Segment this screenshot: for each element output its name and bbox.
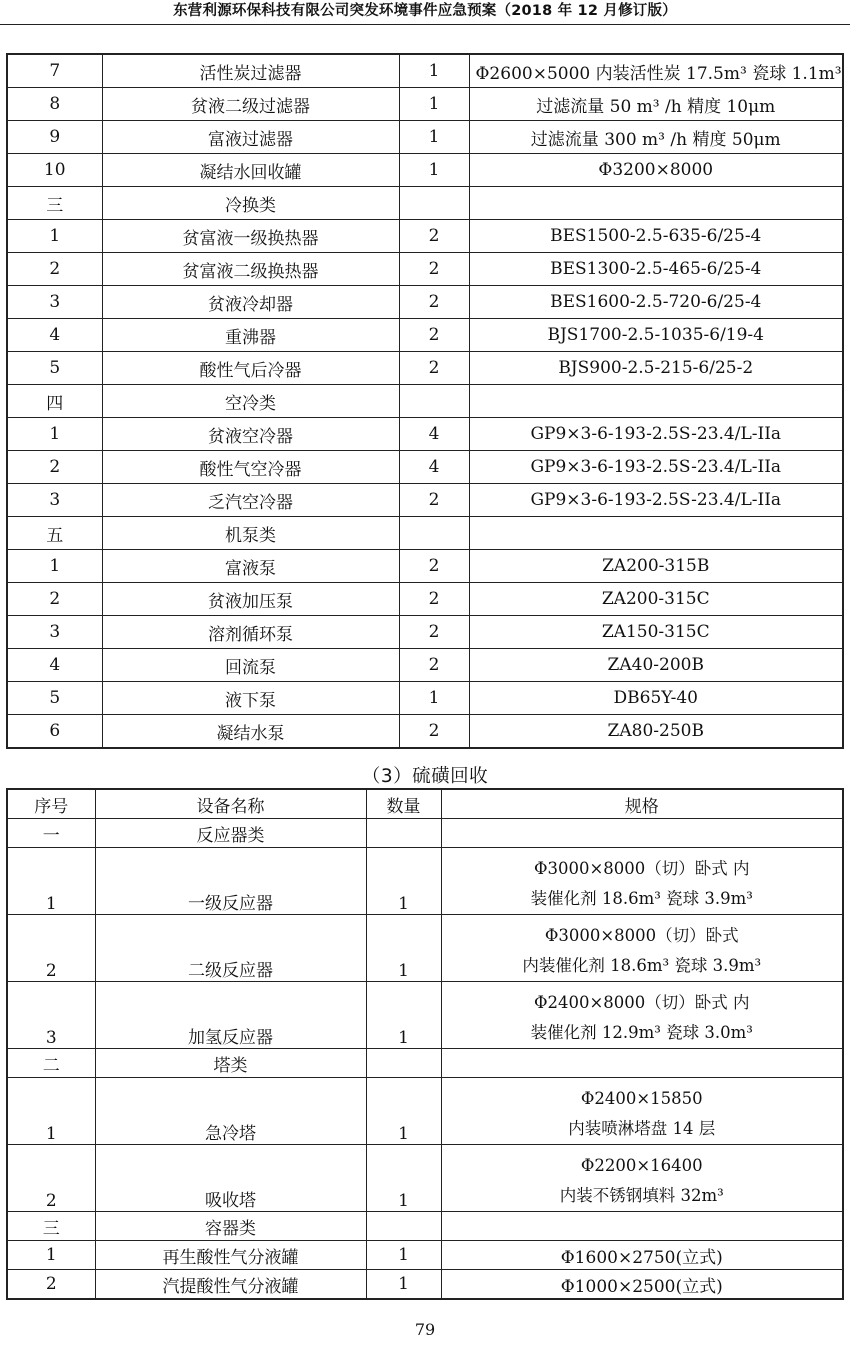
specification-cell: BJS900-2.5-215-6/25-2 xyxy=(469,352,843,385)
equipment-name-cell: 冷换类 xyxy=(102,187,399,220)
specification-cell xyxy=(441,1145,843,1212)
table-row xyxy=(7,385,843,418)
table-row xyxy=(7,1212,843,1241)
specification-line-1: Φ2400×8000（切）卧式 内 xyxy=(533,993,750,1012)
specification-cell xyxy=(469,187,843,220)
equipment-name-cell: 贫液二级过滤器 xyxy=(102,88,399,121)
table-row xyxy=(7,220,843,253)
header-specification: 规格 xyxy=(441,789,843,819)
serial-number-cell: 2 xyxy=(7,451,102,484)
equipment-name-cell: 活性炭过滤器 xyxy=(102,54,399,88)
equipment-name-cell: 急冷塔 xyxy=(95,1078,366,1145)
equipment-name-cell: 二级反应器 xyxy=(95,915,366,982)
equipment-name-cell: 贫液空冷器 xyxy=(102,418,399,451)
specification-cell: ZA200-315C xyxy=(469,583,843,616)
specification-line-1: Φ2200×16400 xyxy=(580,1156,703,1175)
equipment-name-cell: 一级反应器 xyxy=(95,848,366,915)
table-row xyxy=(7,154,843,187)
equipment-name-cell: 凝结水泵 xyxy=(102,715,399,749)
equipment-name-cell: 贫液加压泵 xyxy=(102,583,399,616)
specification-cell: ZA200-315B xyxy=(469,550,843,583)
quantity-cell: 1 xyxy=(399,154,469,187)
serial-number-cell: 10 xyxy=(7,154,102,187)
serial-number-cell: 2 xyxy=(7,1270,95,1300)
table-row xyxy=(7,352,843,385)
serial-number-cell: 9 xyxy=(7,121,102,154)
table-row xyxy=(7,1078,843,1145)
quantity-cell: 1 xyxy=(399,88,469,121)
table-row xyxy=(7,484,843,517)
table-row xyxy=(7,187,843,220)
table-row xyxy=(7,286,843,319)
serial-number-cell: 3 xyxy=(7,484,102,517)
specification-cell xyxy=(441,1078,843,1145)
specification-cell xyxy=(441,1241,843,1270)
equipment-name-cell: 贫富液二级换热器 xyxy=(102,253,399,286)
specification-line-2: 内装催化剂 18.6m³ 瓷球 3.9m³ xyxy=(522,956,762,975)
quantity-cell: 4 xyxy=(399,418,469,451)
specification-cell xyxy=(441,819,843,848)
equipment-name-cell: 富液过滤器 xyxy=(102,121,399,154)
table-row xyxy=(7,616,843,649)
table-row xyxy=(7,121,843,154)
equipment-name-cell: 回流泵 xyxy=(102,649,399,682)
serial-number-cell: 四 xyxy=(7,385,102,418)
specification-cell: GP9×3-6-193-2.5S-23.4/L-IIa xyxy=(469,418,843,451)
serial-number-cell: 一 xyxy=(7,819,95,848)
table-row xyxy=(7,819,843,848)
specification-cell: BES1500-2.5-635-6/25-4 xyxy=(469,220,843,253)
serial-number-cell: 1 xyxy=(7,848,95,915)
serial-number-cell: 五 xyxy=(7,517,102,550)
equipment-name-cell: 空冷类 xyxy=(102,385,399,418)
equipment-name-cell: 重沸器 xyxy=(102,319,399,352)
specification-cell: BES1300-2.5-465-6/25-4 xyxy=(469,253,843,286)
equipment-name-cell: 再生酸性气分液罐 xyxy=(95,1241,366,1270)
table-row xyxy=(7,1270,843,1300)
quantity-cell: 4 xyxy=(399,451,469,484)
quantity-cell: 2 xyxy=(399,583,469,616)
serial-number-cell: 三 xyxy=(7,187,102,220)
quantity-cell: 1 xyxy=(366,982,441,1049)
table-row xyxy=(7,682,843,715)
equipment-name-cell: 吸收塔 xyxy=(95,1145,366,1212)
equipment-name-cell: 酸性气后冷器 xyxy=(102,352,399,385)
equipment-name-cell: 加氢反应器 xyxy=(95,982,366,1049)
equipment-name-cell: 塔类 xyxy=(95,1049,366,1078)
specification-line-2: 内装喷淋塔盘 14 层 xyxy=(568,1119,716,1138)
specification-cell: 过滤流量 300 m³ /h 精度 50μm xyxy=(469,121,843,154)
quantity-cell: 1 xyxy=(366,1145,441,1212)
quantity-cell: 1 xyxy=(366,1270,441,1300)
specification-cell: GP9×3-6-193-2.5S-23.4/L-IIa xyxy=(469,484,843,517)
specification-cell: Φ3200×8000 xyxy=(469,154,843,187)
header-quantity: 数量 xyxy=(366,789,441,819)
equipment-name-cell: 反应器类 xyxy=(95,819,366,848)
serial-number-cell: 1 xyxy=(7,1241,95,1270)
specification-line-1: Φ1600×2750(立式) xyxy=(560,1247,723,1268)
equipment-table-body xyxy=(7,54,843,748)
table-row xyxy=(7,88,843,121)
quantity-cell: 2 xyxy=(399,550,469,583)
table-row xyxy=(7,649,843,682)
equipment-name-cell: 酸性气空冷器 xyxy=(102,451,399,484)
document-header: 东营利源环保科技有限公司突发环境事件应急预案（2018 年 12 月修订版） xyxy=(173,3,677,19)
specification-cell xyxy=(441,848,843,915)
specification-line-1: Φ1000×2500(立式) xyxy=(560,1276,723,1297)
table-row xyxy=(7,418,843,451)
table-row xyxy=(7,583,843,616)
table-row xyxy=(7,319,843,352)
specification-cell: ZA40-200B xyxy=(469,649,843,682)
sulfur-recovery-equipment-table xyxy=(6,788,844,1300)
serial-number-cell: 3 xyxy=(7,616,102,649)
serial-number-cell: 2 xyxy=(7,253,102,286)
specification-cell: BJS1700-2.5-1035-6/19-4 xyxy=(469,319,843,352)
table-row xyxy=(7,1145,843,1212)
specification-cell: 过滤流量 50 m³ /h 精度 10μm xyxy=(469,88,843,121)
table-row xyxy=(7,54,843,88)
specification-cell: BES1600-2.5-720-6/25-4 xyxy=(469,286,843,319)
specification-cell xyxy=(469,517,843,550)
quantity-cell: 1 xyxy=(366,915,441,982)
page-number: 79 xyxy=(414,1320,436,1339)
serial-number-cell: 4 xyxy=(7,649,102,682)
quantity-cell: 2 xyxy=(399,286,469,319)
specification-line-1: Φ3000×8000（切）卧式 内 xyxy=(533,859,750,878)
quantity-cell xyxy=(399,187,469,220)
table-row xyxy=(7,848,843,915)
quantity-cell: 2 xyxy=(399,319,469,352)
serial-number-cell: 7 xyxy=(7,54,102,88)
quantity-cell xyxy=(366,819,441,848)
specification-cell: ZA80-250B xyxy=(469,715,843,749)
equipment-name-cell: 机泵类 xyxy=(102,517,399,550)
quantity-cell: 1 xyxy=(399,682,469,715)
serial-number-cell: 1 xyxy=(7,418,102,451)
table-header-row xyxy=(7,789,843,819)
equipment-name-cell: 凝结水回收罐 xyxy=(102,154,399,187)
specification-cell: Φ2600×5000 内装活性炭 17.5m³ 瓷球 1.1m³ xyxy=(469,54,843,88)
specification-cell xyxy=(441,1270,843,1300)
specification-line-1: Φ3000×8000（切）卧式 xyxy=(544,926,739,945)
serial-number-cell: 2 xyxy=(7,583,102,616)
table-row xyxy=(7,451,843,484)
equipment-name-cell: 溶剂循环泵 xyxy=(102,616,399,649)
specification-cell: ZA150-315C xyxy=(469,616,843,649)
quantity-cell: 2 xyxy=(399,616,469,649)
serial-number-cell: 6 xyxy=(7,715,102,749)
serial-number-cell: 三 xyxy=(7,1212,95,1241)
specification-line-2: 装催化剂 12.9m³ 瓷球 3.0m³ xyxy=(530,1023,753,1042)
serial-number-cell: 二 xyxy=(7,1049,95,1078)
header-serial-number: 序号 xyxy=(7,789,95,819)
serial-number-cell: 1 xyxy=(7,220,102,253)
specification-cell xyxy=(441,982,843,1049)
equipment-name-cell: 富液泵 xyxy=(102,550,399,583)
specification-line-2: 内装不锈钢填料 32m³ xyxy=(559,1186,724,1205)
equipment-name-cell: 乏汽空冷器 xyxy=(102,484,399,517)
quantity-cell: 1 xyxy=(366,1241,441,1270)
serial-number-cell: 3 xyxy=(7,286,102,319)
quantity-cell xyxy=(366,1049,441,1078)
specification-cell xyxy=(441,1049,843,1078)
header-equipment-name: 设备名称 xyxy=(95,789,366,819)
quantity-cell xyxy=(366,1212,441,1241)
specification-line-1: Φ2400×15850 xyxy=(580,1089,703,1108)
quantity-cell xyxy=(399,385,469,418)
serial-number-cell: 2 xyxy=(7,915,95,982)
equipment-name-cell: 液下泵 xyxy=(102,682,399,715)
equipment-name-cell: 汽提酸性气分液罐 xyxy=(95,1270,366,1300)
header-divider xyxy=(0,24,850,25)
quantity-cell: 2 xyxy=(399,253,469,286)
specification-cell: GP9×3-6-193-2.5S-23.4/L-IIa xyxy=(469,451,843,484)
table-row xyxy=(7,1049,843,1078)
serial-number-cell: 8 xyxy=(7,88,102,121)
quantity-cell: 1 xyxy=(366,848,441,915)
table-row xyxy=(7,915,843,982)
serial-number-cell: 5 xyxy=(7,352,102,385)
sulfur-table-body xyxy=(7,819,843,1300)
section-title-sulfur-recovery: （3）硫磺回收 xyxy=(361,766,489,787)
specification-cell xyxy=(441,915,843,982)
serial-number-cell: 3 xyxy=(7,982,95,1049)
specification-cell xyxy=(469,385,843,418)
quantity-cell: 2 xyxy=(399,649,469,682)
equipment-name-cell: 贫富液一级换热器 xyxy=(102,220,399,253)
equipment-name-cell: 贫液冷却器 xyxy=(102,286,399,319)
quantity-cell: 2 xyxy=(399,484,469,517)
equipment-name-cell: 容器类 xyxy=(95,1212,366,1241)
specification-cell: DB65Y-40 xyxy=(469,682,843,715)
serial-number-cell: 1 xyxy=(7,550,102,583)
serial-number-cell: 1 xyxy=(7,1078,95,1145)
quantity-cell xyxy=(399,517,469,550)
quantity-cell: 2 xyxy=(399,715,469,749)
quantity-cell: 2 xyxy=(399,352,469,385)
serial-number-cell: 5 xyxy=(7,682,102,715)
equipment-table-continued xyxy=(6,53,844,749)
quantity-cell: 2 xyxy=(399,220,469,253)
serial-number-cell: 4 xyxy=(7,319,102,352)
serial-number-cell: 2 xyxy=(7,1145,95,1212)
specification-cell xyxy=(441,1212,843,1241)
table-row xyxy=(7,715,843,749)
table-row xyxy=(7,982,843,1049)
table-row xyxy=(7,1241,843,1270)
specification-line-2: 装催化剂 18.6m³ 瓷球 3.9m³ xyxy=(530,889,753,908)
table-row xyxy=(7,550,843,583)
quantity-cell: 1 xyxy=(366,1078,441,1145)
quantity-cell: 1 xyxy=(399,121,469,154)
table-row xyxy=(7,253,843,286)
table-row xyxy=(7,517,843,550)
quantity-cell: 1 xyxy=(399,54,469,88)
